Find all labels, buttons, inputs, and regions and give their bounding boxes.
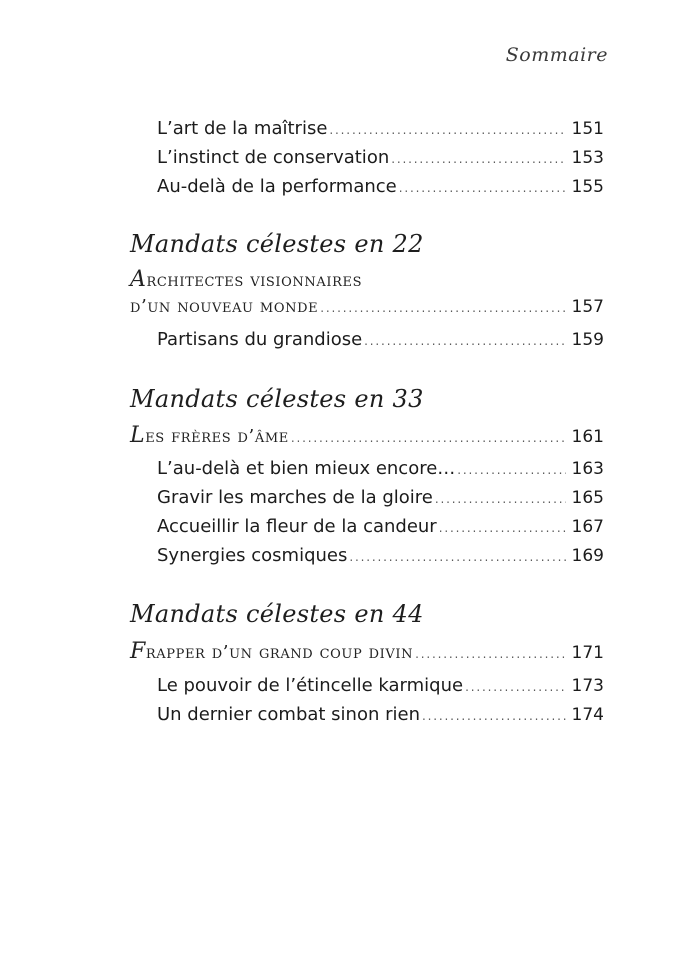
toc-entry-page: 171 — [571, 643, 604, 663]
toc-entry-title: L’au-delà et bien mieux encore… — [157, 458, 456, 479]
toc-entry-page: 155 — [571, 177, 604, 197]
chapter-title-line1[interactable] — [130, 268, 362, 293]
toc-entry[interactable] — [157, 674, 604, 699]
toc-entry-title: Le pouvoir de l’étincelle karmique — [157, 675, 464, 696]
toc-entry-page: 159 — [571, 330, 604, 350]
toc-entry-title: L’art de la maîtrise — [157, 118, 328, 139]
toc-entry[interactable] — [157, 544, 604, 569]
dot-leader — [349, 545, 565, 569]
dot-leader — [422, 704, 566, 728]
dot-leader — [399, 176, 566, 200]
section-heading: Mandats célestes en 44 — [130, 600, 424, 628]
toc-entry[interactable] — [157, 703, 604, 728]
toc-entry-page: 167 — [571, 517, 604, 537]
toc-entry-title: Synergies cosmiques — [157, 545, 348, 566]
toc-chapter-entry[interactable] — [130, 424, 604, 450]
toc-chapter-entry[interactable] — [130, 640, 604, 666]
dot-leader — [435, 487, 566, 511]
toc-chapter-entry[interactable] — [130, 295, 604, 320]
section-heading: Mandats célestes en 22 — [130, 230, 424, 258]
toc-entry-page: 153 — [571, 148, 604, 168]
chapter-title-rest: rapper d’un grand coup divin — [145, 642, 414, 663]
dot-leader — [415, 642, 565, 666]
dot-leader — [391, 147, 565, 171]
dot-leader — [465, 675, 565, 699]
toc-entry-page: 161 — [571, 427, 604, 447]
dot-leader — [329, 118, 565, 142]
dot-leader — [439, 516, 566, 540]
toc-entry-title: Gravir les marches de la gloire — [157, 487, 433, 508]
chapter-title — [130, 424, 289, 449]
section-heading: Mandats célestes en 33 — [130, 385, 424, 413]
chapter-title-rest: es frères d’âme — [145, 426, 289, 447]
toc-entry[interactable] — [157, 486, 604, 511]
toc-entry-page: 163 — [571, 459, 604, 479]
chapter-initial: A — [130, 267, 147, 292]
toc-entry-title: Accueillir la fleur de la candeur — [157, 516, 437, 537]
toc-entry-title: Un dernier combat sinon rien — [157, 704, 420, 725]
toc-entry-page: 157 — [571, 297, 604, 317]
chapter-initial: F — [130, 639, 146, 664]
toc-entry-page: 165 — [571, 488, 604, 508]
chapter-title — [130, 640, 413, 665]
dot-leader — [320, 296, 565, 320]
running-head: Sommaire — [505, 44, 608, 66]
toc-entry-page: 169 — [571, 546, 604, 566]
toc-entry-page: 173 — [571, 676, 604, 696]
toc-entry[interactable] — [157, 146, 604, 171]
toc-entry[interactable] — [157, 175, 604, 200]
dot-leader — [364, 329, 565, 353]
toc-entry[interactable] — [157, 117, 604, 142]
toc-entry-page: 151 — [571, 119, 604, 139]
toc-entry-title: L’instinct de conservation — [157, 147, 390, 168]
toc-entry[interactable] — [157, 328, 604, 353]
chapter-title-line2: d’un nouveau monde — [130, 296, 319, 317]
toc-entry-title: Partisans du grandiose — [157, 329, 363, 350]
chapter-initial: L — [130, 423, 146, 448]
toc-entry[interactable] — [157, 515, 604, 540]
toc-entry-title: Au-delà de la performance — [157, 176, 397, 197]
toc-entry[interactable] — [157, 457, 604, 482]
dot-leader — [291, 426, 566, 450]
dot-leader — [457, 458, 565, 482]
toc-entry-page: 174 — [571, 705, 604, 725]
chapter-title-rest: rchitectes visionnaires — [146, 270, 363, 291]
